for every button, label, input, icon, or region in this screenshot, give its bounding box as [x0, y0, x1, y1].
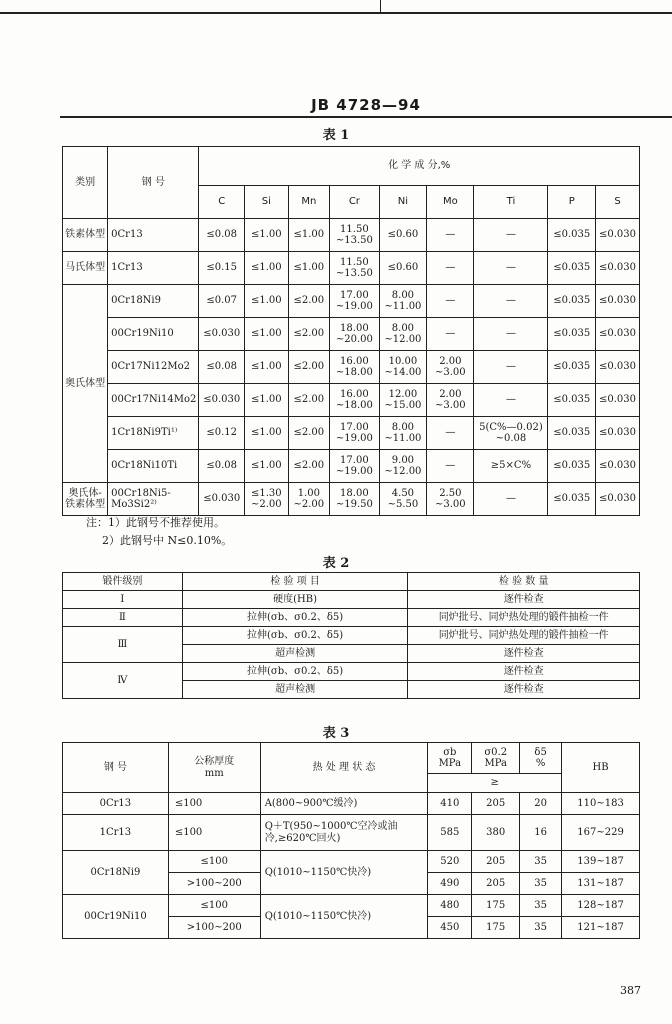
header-element: Ti	[474, 186, 548, 219]
grade-cell: 0Cr18Ni9	[108, 285, 199, 318]
mn-cell: ≤2.00	[288, 318, 330, 351]
s-cell: ≤0.030	[596, 384, 640, 417]
s-cell: ≤0.030	[596, 219, 640, 252]
header-elongation: δ5 %	[520, 743, 562, 774]
si-cell: ≤1.00	[245, 384, 288, 417]
ti-cell: —	[474, 483, 548, 516]
level-cell: Ⅳ	[63, 663, 183, 699]
p-cell: ≤0.035	[548, 417, 596, 450]
table-row	[63, 815, 640, 851]
cr-cell: 18.00 ~20.00	[330, 318, 379, 351]
thickness-cell: ≤100	[168, 793, 260, 815]
sb-cell: 520	[428, 851, 472, 873]
level-cell: Ⅱ	[63, 609, 183, 627]
c-cell: ≤0.07	[199, 285, 245, 318]
table-row	[63, 851, 640, 873]
grade-cell: 0Cr13	[63, 793, 169, 815]
ti-cell: ≥5×C%	[474, 450, 548, 483]
mn-cell: ≤1.00	[288, 252, 330, 285]
mo-cell: —	[427, 318, 474, 351]
ni-cell: 9.00 ~12.00	[379, 450, 427, 483]
s02-cell: 175	[472, 917, 520, 939]
mn-cell: ≤2.00	[288, 351, 330, 384]
table-row	[63, 663, 640, 681]
header-element: Si	[245, 186, 288, 219]
mn-cell: ≤1.00	[288, 219, 330, 252]
grade-cell: 00Cr19Ni10	[63, 895, 169, 939]
header-tensile-strength: σb MPa	[428, 743, 472, 774]
qty-cell: 逐件检查	[408, 681, 640, 699]
c-cell: ≤0.030	[199, 384, 245, 417]
p-cell: ≤0.035	[548, 318, 596, 351]
sb-cell: 410	[428, 793, 472, 815]
p-cell: ≤0.035	[548, 252, 596, 285]
header-thickness: 公称厚度 mm	[168, 743, 260, 793]
table1-caption: 表 1	[322, 128, 350, 143]
qty-cell: 逐件检查	[408, 645, 640, 663]
table-row	[63, 895, 640, 917]
note-line: 注：1）此钢号不推荐使用。	[86, 516, 225, 529]
si-cell: ≤1.00	[245, 285, 288, 318]
table-row	[63, 285, 640, 318]
s-cell: ≤0.030	[596, 252, 640, 285]
c-cell: ≤0.08	[199, 351, 245, 384]
mn-cell: ≤2.00	[288, 417, 330, 450]
header-inspection-item: 检 验 项 目	[182, 573, 408, 591]
qty-cell: 同炉批号、同炉热处理的锻件抽检一件	[408, 627, 640, 645]
si-cell: ≤1.00	[245, 318, 288, 351]
d5-cell: 16	[520, 815, 562, 851]
si-cell: ≤1.00	[245, 417, 288, 450]
mo-cell: 2.50 ~3.00	[427, 483, 474, 516]
header-rule	[60, 116, 672, 118]
d5-cell: 35	[520, 917, 562, 939]
mn-cell: 1.00 ~2.00	[288, 483, 330, 516]
si-cell: ≤1.00	[245, 252, 288, 285]
d5-cell: 20	[520, 793, 562, 815]
hb-cell: 121~187	[562, 917, 640, 939]
grade-cell: 0Cr18Ni10Ti	[108, 450, 199, 483]
c-cell: ≤0.08	[199, 219, 245, 252]
sb-cell: 450	[428, 917, 472, 939]
mo-cell: 2.00 ~3.00	[427, 384, 474, 417]
p-cell: ≤0.035	[548, 285, 596, 318]
header-inspection-qty: 检 验 数 量	[408, 573, 640, 591]
d5-cell: 35	[520, 851, 562, 873]
p-cell: ≤0.035	[548, 483, 596, 516]
table-row	[63, 219, 640, 252]
table-row	[63, 384, 640, 417]
sb-cell: 490	[428, 873, 472, 895]
ti-cell: —	[474, 219, 548, 252]
header-grade: 钢 号	[63, 743, 169, 793]
ni-cell: 8.00 ~12.00	[379, 318, 427, 351]
table-row	[63, 793, 640, 815]
p-cell: ≤0.035	[548, 351, 596, 384]
cr-cell: 17.00 ~19.00	[330, 450, 379, 483]
table-row	[63, 627, 640, 645]
c-cell: ≤0.030	[199, 318, 245, 351]
cr-cell: 17.00 ~19.00	[330, 285, 379, 318]
cr-cell: 11.50 ~13.50	[330, 219, 379, 252]
item-cell: 拉伸(σb、σ0.2、δ5)	[182, 627, 408, 645]
si-cell: ≤1.00	[245, 450, 288, 483]
crop-mark	[380, 0, 381, 12]
c-cell: ≤0.15	[199, 252, 245, 285]
mo-cell: —	[427, 450, 474, 483]
ti-cell: —	[474, 318, 548, 351]
cr-cell: 16.00 ~18.00	[330, 351, 379, 384]
treatment-cell: Q(1010~1150℃快冷)	[260, 851, 428, 895]
s-cell: ≤0.030	[596, 285, 640, 318]
grade-cell: 1Cr13	[108, 252, 199, 285]
header-heat-treatment: 热 处 理 状 态	[260, 743, 428, 793]
hb-cell: 167~229	[562, 815, 640, 851]
qty-cell: 同炉批号、同炉热处理的锻件抽检一件	[408, 609, 640, 627]
mn-cell: ≤2.00	[288, 384, 330, 417]
header-grade: 钢 号	[108, 147, 199, 219]
grade-cell: 1Cr13	[63, 815, 169, 851]
mo-cell: —	[427, 219, 474, 252]
category-cell: 奥氏体型	[63, 285, 108, 483]
header-element: S	[596, 186, 640, 219]
grade-cell: 00Cr19Ni10	[108, 318, 199, 351]
ni-cell: 12.00 ~15.00	[379, 384, 427, 417]
standard-number: JB 4728—94	[311, 96, 421, 114]
c-cell: ≤0.08	[199, 450, 245, 483]
table-row	[63, 318, 640, 351]
item-cell: 硬度(HB)	[182, 591, 408, 609]
level-cell: Ⅰ	[63, 591, 183, 609]
grade-cell: 00Cr18Ni5- Mo3Si2²⁾	[108, 483, 199, 516]
header-element: Mn	[288, 186, 330, 219]
note-line: 2）此钢号中 N≤0.10%。	[102, 534, 233, 547]
s02-cell: 205	[472, 793, 520, 815]
mo-cell: —	[427, 285, 474, 318]
table-row	[63, 591, 640, 609]
qty-cell: 逐件检查	[408, 591, 640, 609]
header-composition: 化 学 成 分,%	[199, 147, 640, 186]
hb-cell: 128~187	[562, 895, 640, 917]
mn-cell: ≤2.00	[288, 450, 330, 483]
cr-cell: 17.00 ~19.00	[330, 417, 379, 450]
grade-cell: 0Cr17Ni12Mo2	[108, 351, 199, 384]
s-cell: ≤0.030	[596, 417, 640, 450]
table-row	[63, 483, 640, 516]
s-cell: ≤0.030	[596, 351, 640, 384]
category-cell: 铁素体型	[63, 219, 108, 252]
ni-cell: ≤0.60	[379, 252, 427, 285]
p-cell: ≤0.035	[548, 219, 596, 252]
s-cell: ≤0.030	[596, 318, 640, 351]
page-number: 387	[620, 984, 641, 997]
header-element: P	[548, 186, 596, 219]
table3-caption: 表 3	[322, 726, 350, 741]
qty-cell: 逐件检查	[408, 663, 640, 681]
s-cell: ≤0.030	[596, 450, 640, 483]
header-forging-level: 锻件级别	[63, 573, 183, 591]
s02-cell: 380	[472, 815, 520, 851]
table2-inspection-items	[62, 572, 640, 699]
treatment-cell: A(800~900℃缓冷)	[260, 793, 428, 815]
treatment-cell: Q(1010~1150℃快冷)	[260, 895, 428, 939]
mo-cell: 2.00 ~3.00	[427, 351, 474, 384]
sb-cell: 480	[428, 895, 472, 917]
grade-cell: 0Cr13	[108, 219, 199, 252]
ni-cell: 4.50 ~5.50	[379, 483, 427, 516]
grade-cell: 1Cr18Ni9Ti¹⁾	[108, 417, 199, 450]
thickness-cell: >100~200	[168, 873, 260, 895]
hb-cell: 139~187	[562, 851, 640, 873]
ti-cell: —	[474, 351, 548, 384]
p-cell: ≤0.035	[548, 384, 596, 417]
si-cell: ≤1.00	[245, 351, 288, 384]
c-cell: ≤0.12	[199, 417, 245, 450]
table3-mechanical-properties	[62, 742, 640, 939]
c-cell: ≤0.030	[199, 483, 245, 516]
thickness-cell: ≤100	[168, 851, 260, 873]
table-row	[63, 450, 640, 483]
table-row	[63, 417, 640, 450]
header-yield-strength: σ0.2 MPa	[472, 743, 520, 774]
d5-cell: 35	[520, 895, 562, 917]
table1-notes	[86, 514, 232, 550]
top-border-rule	[0, 0, 672, 14]
treatment-cell: Q＋T(950~1000℃空冷或油 冷,≥620℃回火)	[260, 815, 428, 851]
hb-cell: 131~187	[562, 873, 640, 895]
ni-cell: 8.00 ~11.00	[379, 417, 427, 450]
table2-caption: 表 2	[322, 556, 350, 571]
cr-cell: 16.00 ~18.00	[330, 384, 379, 417]
cr-cell: 18.00 ~19.50	[330, 483, 379, 516]
d5-cell: 35	[520, 873, 562, 895]
ti-cell: —	[474, 285, 548, 318]
header-hardness: HB	[562, 743, 640, 793]
mn-cell: ≤2.00	[288, 285, 330, 318]
ti-cell: 5(C%—0.02) ~0.08	[474, 417, 548, 450]
item-cell: 拉伸(σb、σ0.2、δ5)	[182, 663, 408, 681]
si-cell: ≤1.30 ~2.00	[245, 483, 288, 516]
ni-cell: ≤0.60	[379, 219, 427, 252]
s02-cell: 175	[472, 895, 520, 917]
s02-cell: 205	[472, 851, 520, 873]
header-min-sign: ≥	[428, 774, 562, 793]
table-row	[63, 351, 640, 384]
item-cell: 拉伸(σb、σ0.2、δ5)	[182, 609, 408, 627]
ti-cell: —	[474, 384, 548, 417]
hb-cell: 110~183	[562, 793, 640, 815]
ni-cell: 8.00 ~11.00	[379, 285, 427, 318]
cr-cell: 11.50 ~13.50	[330, 252, 379, 285]
grade-cell: 0Cr18Ni9	[63, 851, 169, 895]
category-cell: 马氏体型	[63, 252, 108, 285]
s-cell: ≤0.030	[596, 483, 640, 516]
ti-cell: —	[474, 252, 548, 285]
table1-chemical-composition	[62, 146, 640, 516]
header-element: C	[199, 186, 245, 219]
header-element: Ni	[379, 186, 427, 219]
mo-cell: —	[427, 252, 474, 285]
item-cell: 超声检测	[182, 645, 408, 663]
header-element: Mo	[427, 186, 474, 219]
item-cell: 超声检测	[182, 681, 408, 699]
grade-cell: 00Cr17Ni14Mo2	[108, 384, 199, 417]
header-element: Cr	[330, 186, 379, 219]
sb-cell: 585	[428, 815, 472, 851]
thickness-cell: ≤100	[168, 815, 260, 851]
mo-cell: —	[427, 417, 474, 450]
table-row	[63, 609, 640, 627]
thickness-cell: >100~200	[168, 917, 260, 939]
header-category: 类别	[63, 147, 108, 219]
si-cell: ≤1.00	[245, 219, 288, 252]
level-cell: Ⅲ	[63, 627, 183, 663]
thickness-cell: ≤100	[168, 895, 260, 917]
category-cell: 奥氏体- 铁素体型	[63, 483, 108, 516]
s02-cell: 205	[472, 873, 520, 895]
table-row	[63, 252, 640, 285]
p-cell: ≤0.035	[548, 450, 596, 483]
ni-cell: 10.00 ~14.00	[379, 351, 427, 384]
